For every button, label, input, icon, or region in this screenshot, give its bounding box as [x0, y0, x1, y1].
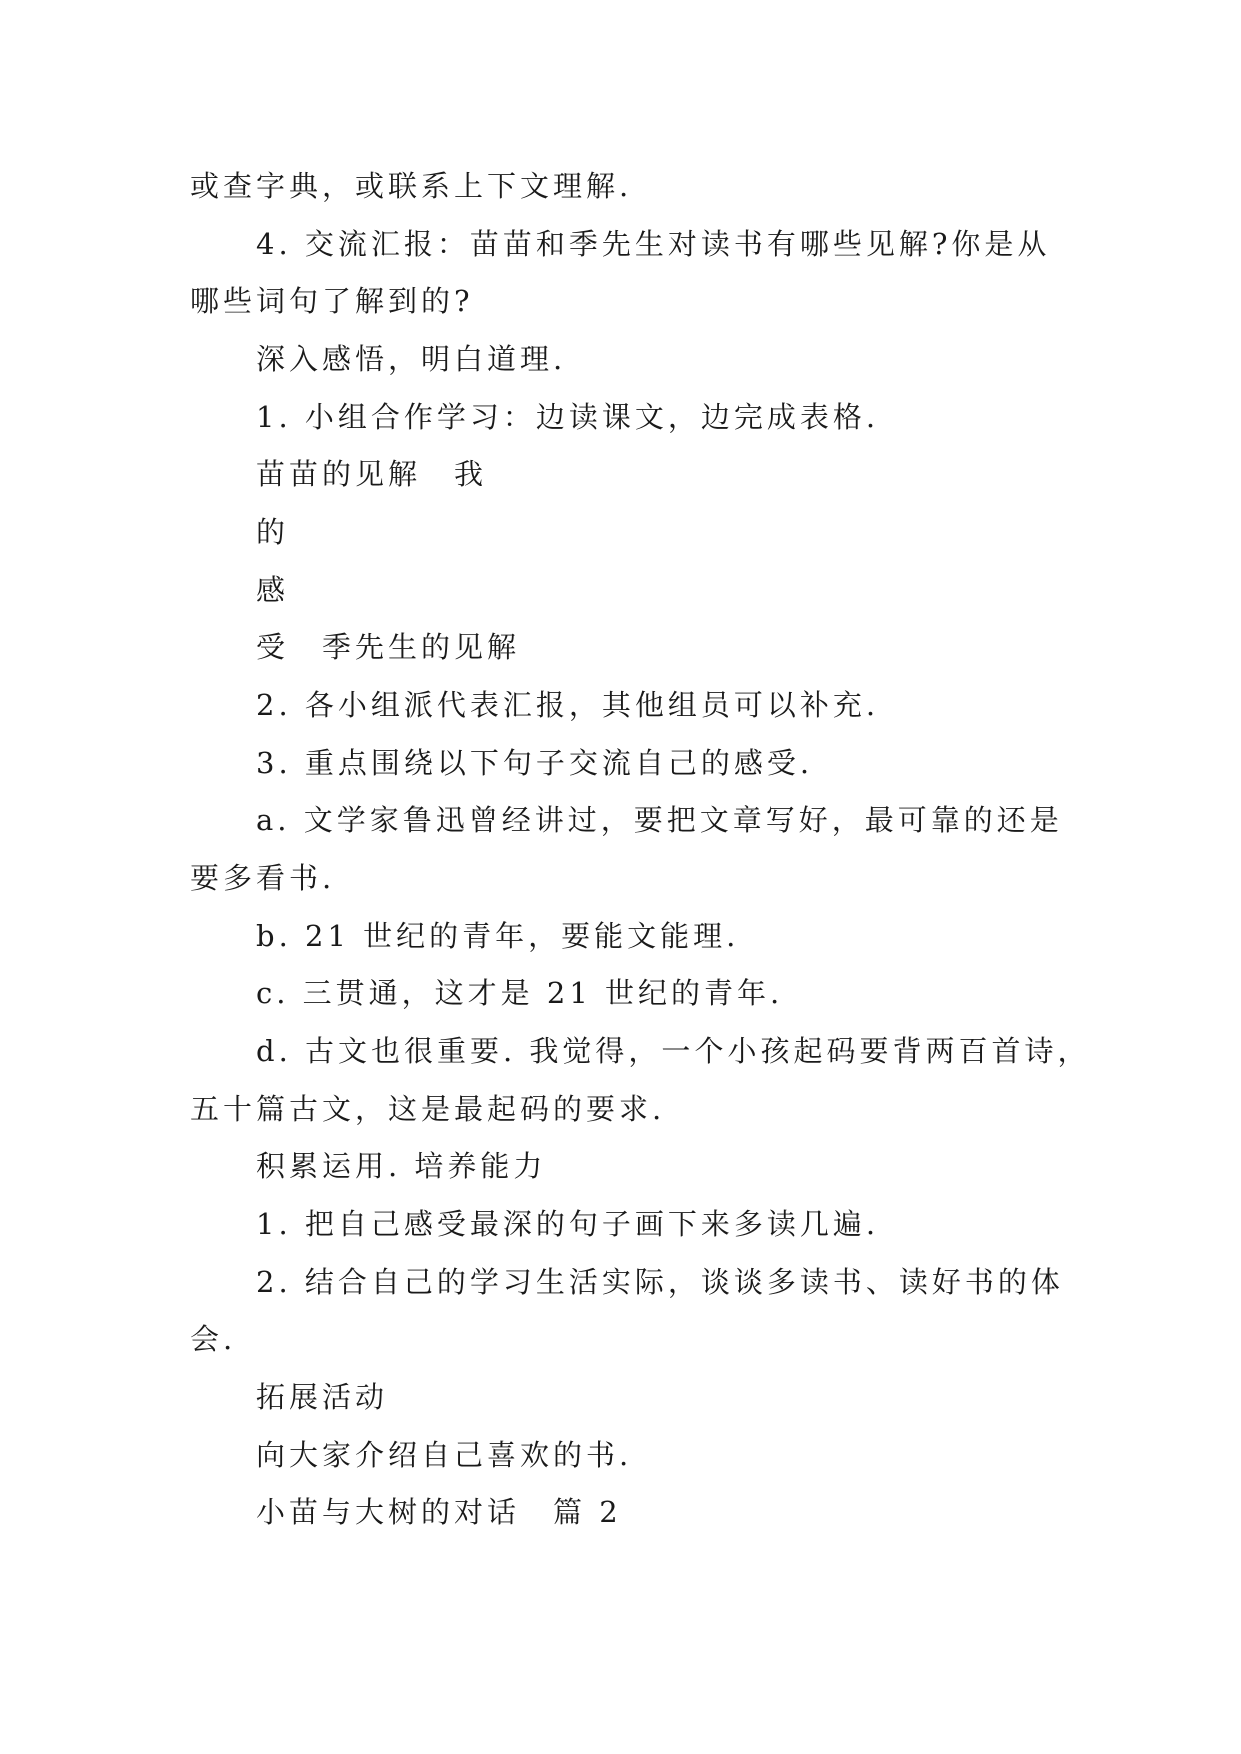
text-line: c. 三贯通，这才是 21 世纪的青年. — [256, 976, 784, 1010]
text-line: b. 21 世纪的青年，要能文能理. — [256, 919, 740, 953]
text-line: 会. — [190, 1322, 237, 1356]
article-title: 小苗与大树的对话 篇 2 — [256, 1495, 622, 1529]
text-line: d. 古文也很重要. 我觉得，一个小孩起码要背两百首诗， — [256, 1034, 1091, 1068]
table-text-line: 的 — [256, 515, 290, 549]
table-text-line: 受 季先生的见解 — [256, 630, 521, 664]
text-line: 4. 交流汇报：苗苗和季先生对读书有哪些见解?你是从 — [256, 227, 1051, 261]
text-line: 要多看书. — [190, 861, 336, 895]
text-line: 1. 小组合作学习：边读课文，边完成表格. — [256, 400, 880, 434]
text-line: 五十篇古文，这是最起码的要求. — [190, 1092, 666, 1126]
text-line: 哪些词句了解到的? — [190, 284, 474, 318]
text-line: 2. 各小组派代表汇报，其他组员可以补充. — [256, 688, 880, 722]
section-heading: 积累运用. 培养能力 — [256, 1149, 547, 1183]
text-line: 或查字典，或联系上下文理解. — [190, 169, 633, 203]
section-heading: 深入感悟，明白道理. — [256, 342, 567, 376]
text-line: 向大家介绍自己喜欢的书. — [256, 1438, 633, 1472]
section-heading: 拓展活动 — [256, 1380, 389, 1414]
text-line: 1. 把自己感受最深的句子画下来多读几遍. — [256, 1207, 880, 1241]
table-text-line: 感 — [256, 573, 290, 607]
text-line: 3. 重点围绕以下句子交流自己的感受. — [256, 746, 814, 780]
text-line: 2. 结合自己的学习生活实际，谈谈多读书、读好书的体 — [256, 1265, 1064, 1299]
table-text-line: 苗苗的见解 我 — [256, 457, 488, 491]
text-line: a. 文学家鲁迅曾经讲过，要把文章写好，最可靠的还是 — [256, 803, 1063, 837]
